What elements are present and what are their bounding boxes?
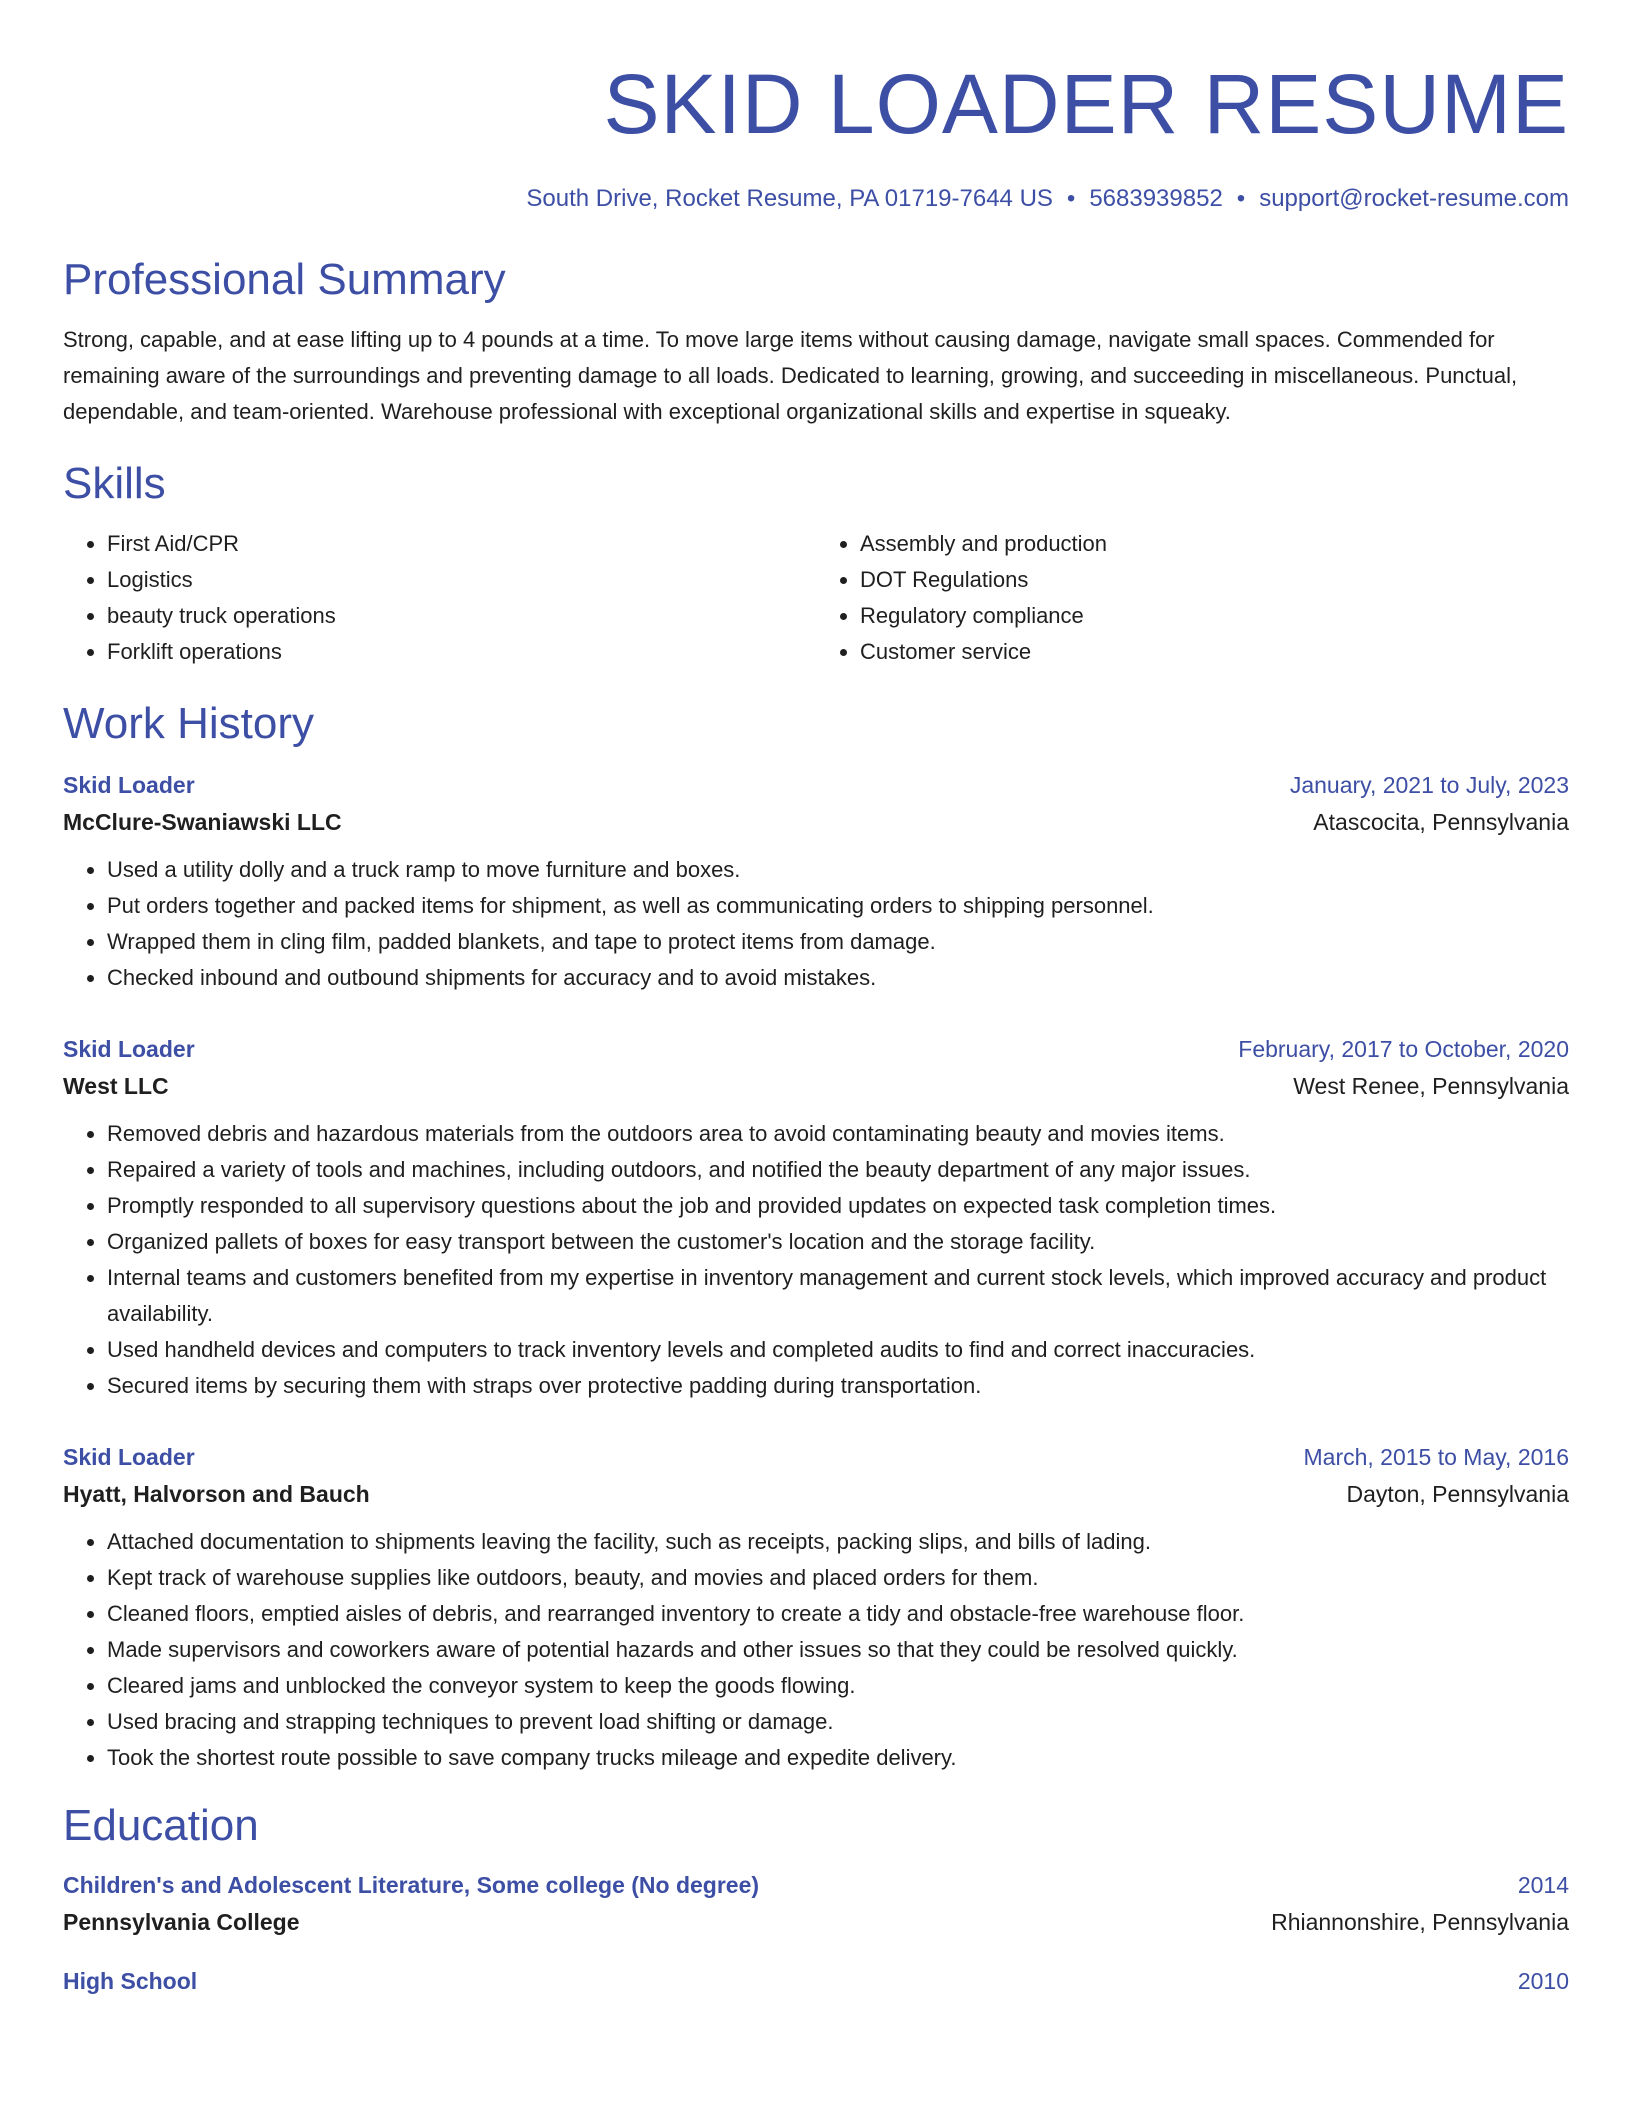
job-company: West LLC (63, 1073, 169, 1099)
job-dates: January, 2021 to July, 2023 (1289, 772, 1569, 798)
education-entry (63, 1868, 1569, 1942)
job-duty: • Kept track of warehouse supplies like outdoors, beauty, and movies and placed orders for them. (107, 1560, 1569, 1596)
job-duty: • Used bracing and strapping techniques to prevent load shifting or damage. (107, 1704, 1569, 1740)
skills-heading: Skills (63, 459, 166, 508)
job-duties (63, 852, 1569, 996)
contact-email: support@rocket-resume.com (1259, 185, 1569, 212)
job-duty: • Checked inbound and outbound shipments for accuracy and to avoid mistakes. (107, 960, 1569, 996)
job-duty: • Organized pallets of boxes for easy transport between the customer's location and the storage facility. (107, 1224, 1569, 1260)
job-duty: • Put orders together and packed items for shipment, as well as communicating orders to shipping personnel. (107, 888, 1569, 924)
job-duty: • Internal teams and customers benefited from my expertise in inventory management and current stock levels, which improved accuracy and product availability. (107, 1260, 1569, 1332)
job-duty: • Took the shortest route possible to save company trucks mileage and expedite delivery. (107, 1740, 1569, 1776)
summary-text: Strong, capable, and at ease lifting up to 4 pounds at a time. To move large items without causing damage, navigate small spaces. Commended for remaining aware of the surroundings and preventing damage to all loads. Dedicated to learning, growing, and succeeding in miscellaneous. Punctual, dependable, and team-oriented. Warehouse professional with exceptional organizational skills and expertise in squeaky. (63, 327, 1518, 424)
job-location: Atascocita, Pennsylvania (1313, 809, 1569, 835)
job-location: West Renee, Pennsylvania (1293, 1073, 1569, 1099)
job-duties (63, 1524, 1569, 1776)
education-entry (63, 1964, 1569, 1998)
education-year: 2010 (1517, 1968, 1569, 1994)
skills-column-right (816, 526, 1569, 670)
education-year: 2014 (1517, 1872, 1569, 1898)
job-entry (63, 1440, 1569, 1776)
skill-item: • Customer service (860, 634, 1569, 670)
resume-name: SKID LOADER RESUME (603, 57, 1569, 151)
contact-separator: • (1066, 185, 1076, 212)
job-duty: • Cleaned floors, emptied aisles of debris, and rearranged inventory to create a tidy and obstacle-free warehouse floor. (107, 1596, 1569, 1632)
job-title: Skid Loader (63, 772, 195, 798)
skills-list (63, 526, 1569, 670)
job-duty: • Used a utility dolly and a truck ramp to move furniture and boxes. (107, 852, 1569, 888)
job-duty: • Secured items by securing them with straps over protective padding during transportation. (107, 1368, 1569, 1404)
job-company: McClure-Swaniawski LLC (63, 809, 342, 835)
job-title: Skid Loader (63, 1036, 195, 1062)
education-degree: Children's and Adolescent Literature, Some college (No degree) (63, 1872, 760, 1898)
skill-item: • DOT Regulations (860, 562, 1569, 598)
summary-heading: Professional Summary (63, 255, 506, 304)
job-duty: • Attached documentation to shipments leaving the facility, such as receipts, packing slips, and bills of lading. (107, 1524, 1569, 1560)
job-title: Skid Loader (63, 1444, 195, 1470)
contact-address: South Drive, Rocket Resume, PA 01719-7644 US (526, 185, 1053, 212)
contact-line (63, 184, 1569, 214)
job-company: Hyatt, Halvorson and Bauch (63, 1481, 370, 1507)
skill-item: • First Aid/CPR (107, 526, 816, 562)
skill-item: • Logistics (107, 562, 816, 598)
job-duty: • Promptly responded to all supervisory questions about the job and provided updates on expected task completion times. (107, 1188, 1569, 1224)
skill-item: • Regulatory compliance (860, 598, 1569, 634)
job-dates: February, 2017 to October, 2020 (1238, 1036, 1569, 1062)
skills-column-left (63, 526, 816, 670)
education-heading: Education (63, 1801, 259, 1850)
education-school: Pennsylvania College (63, 1909, 300, 1935)
skill-item: • Assembly and production (860, 526, 1569, 562)
job-duty: • Used handheld devices and computers to track inventory levels and completed audits to find and correct inaccuracies. (107, 1332, 1569, 1368)
job-duties (63, 1116, 1569, 1404)
contact-separator: • (1236, 185, 1246, 212)
education-degree: High School (63, 1968, 198, 1994)
job-duty: • Removed debris and hazardous materials from the outdoors area to avoid contaminating beauty and movies items. (107, 1116, 1569, 1152)
work-history-heading: Work History (63, 699, 314, 748)
job-location: Dayton, Pennsylvania (1346, 1481, 1569, 1507)
job-entry (63, 1032, 1569, 1404)
job-entry (63, 768, 1569, 996)
contact-phone: 5683939852 (1089, 185, 1223, 212)
skill-item: • Forklift operations (107, 634, 816, 670)
job-dates: March, 2015 to May, 2016 (1303, 1444, 1569, 1470)
job-duty: • Wrapped them in cling film, padded blankets, and tape to protect items from damage. (107, 924, 1569, 960)
job-duty: • Repaired a variety of tools and machines, including outdoors, and notified the beauty department of any major issues. (107, 1152, 1569, 1188)
job-duty: • Made supervisors and coworkers aware of potential hazards and other issues so that they could be resolved quickly. (107, 1632, 1569, 1668)
education-location: Rhiannonshire, Pennsylvania (1271, 1909, 1569, 1935)
job-duty: • Cleared jams and unblocked the conveyor system to keep the goods flowing. (107, 1668, 1569, 1704)
skill-item: • beauty truck operations (107, 598, 816, 634)
